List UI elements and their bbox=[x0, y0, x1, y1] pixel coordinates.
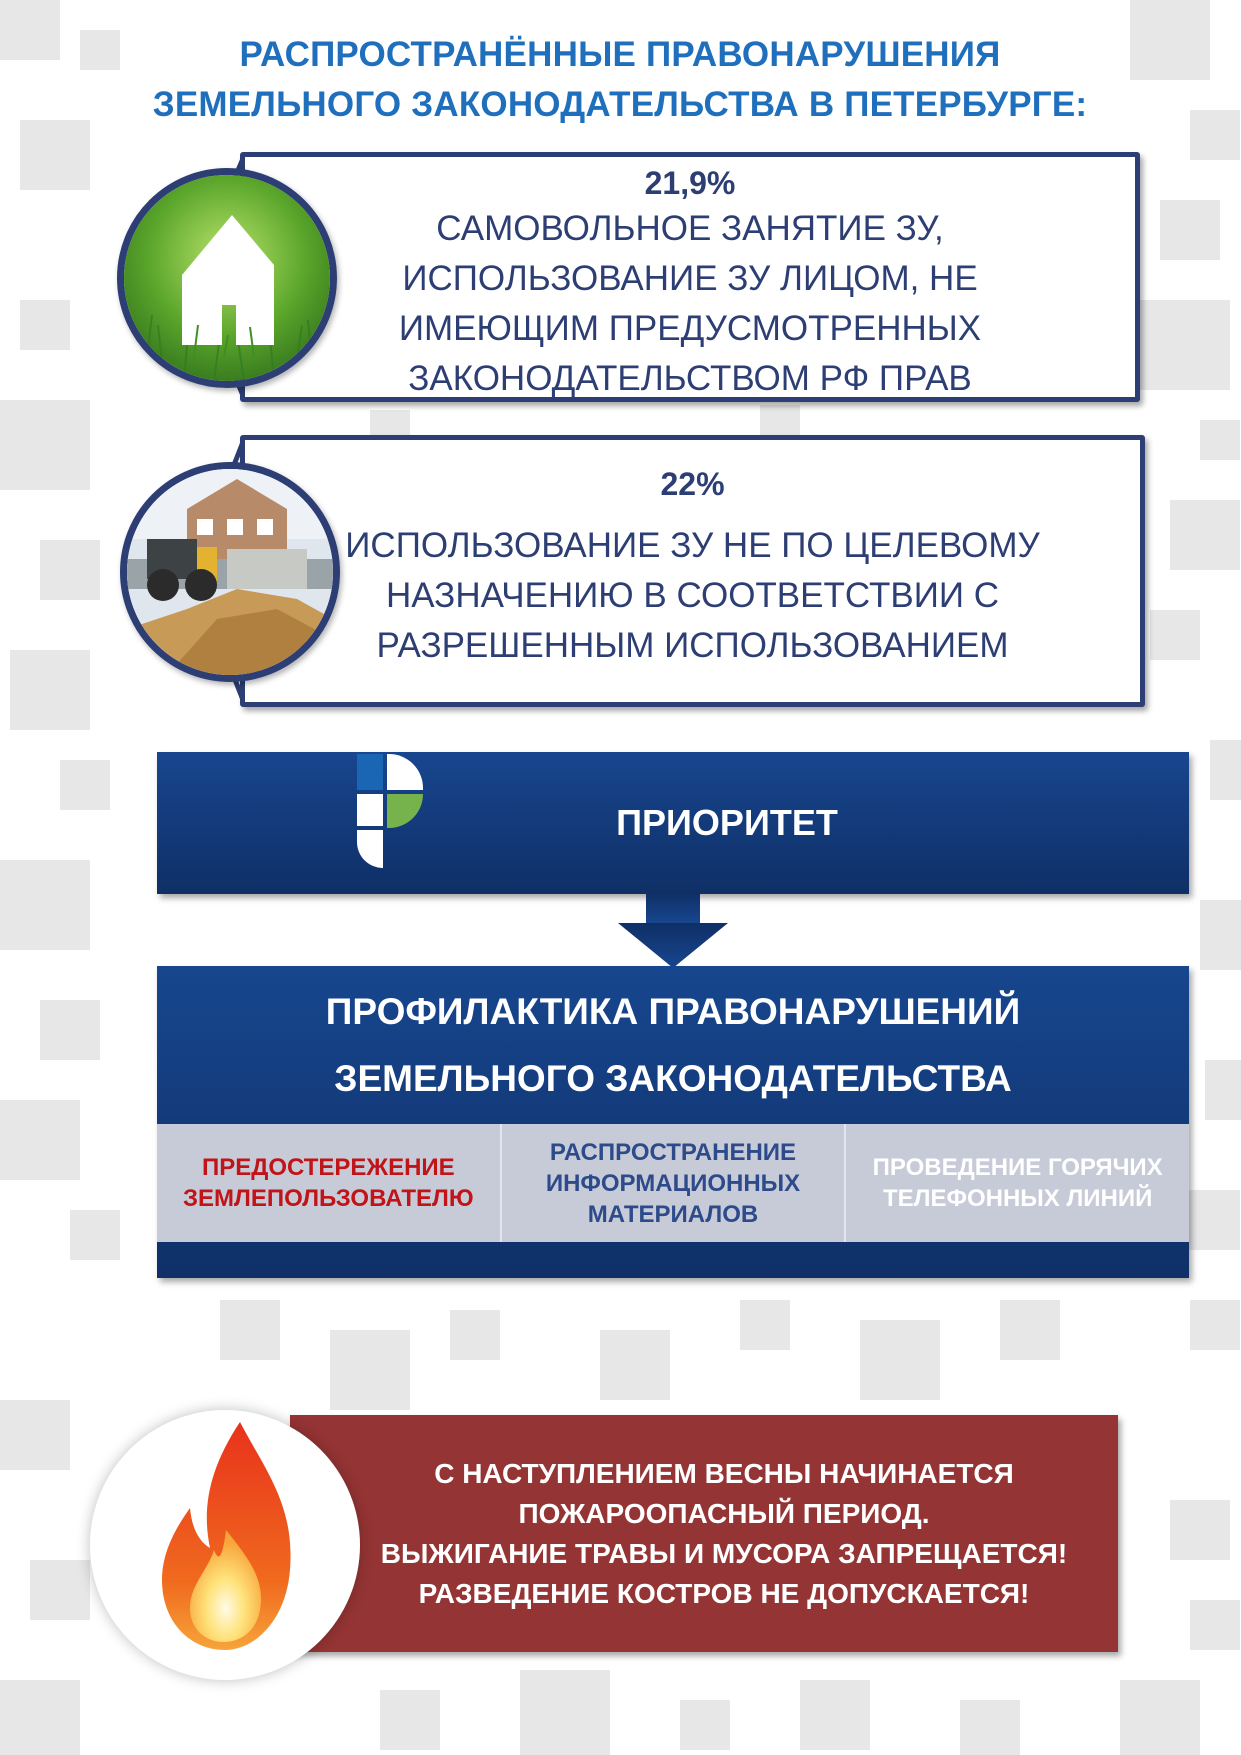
violation-percent-1: 21,9% bbox=[644, 165, 736, 201]
violation-description-1 bbox=[245, 204, 1135, 404]
violation-1-line-1: САМОВОЛЬНОЕ ЗАНЯТИЕ ЗУ, bbox=[436, 209, 944, 248]
title-line-2: ЗЕМЕЛЬНОГО ЗАКОНОДАТЕЛЬСТВА В ПЕТЕРБУРГЕ: bbox=[152, 85, 1088, 124]
violation-1-line-2: ИСПОЛЬЗОВАНИЕ ЗУ ЛИЦОМ, НЕ bbox=[402, 259, 978, 298]
fire-warning-line-3: ВЫЖИГАНИЕ ТРАВЫ И МУСОРА ЗАПРЕЩАЕТСЯ! bbox=[380, 1537, 1068, 1569]
violation-2-line-1: ИСПОЛЬЗОВАНИЕ ЗУ НЕ ПО ЦЕЛЕВОМУ bbox=[345, 526, 1040, 565]
prevention-title-line-1: ПРОФИЛАКТИКА ПРАВОНАРУШЕНИЙ bbox=[325, 991, 1021, 1032]
fire-warning-text bbox=[381, 1454, 1067, 1614]
grass-house-image bbox=[117, 168, 337, 388]
violation-description-2 bbox=[245, 521, 1140, 671]
fire-warning-line-4: РАЗВЕДЕНИЕ КОСТРОВ НЕ ДОПУСКАЕТСЯ! bbox=[418, 1577, 1030, 1609]
grass-house-icon bbox=[124, 175, 330, 381]
violation-percent-2: 22% bbox=[660, 466, 725, 502]
measure-warning bbox=[157, 1124, 500, 1242]
violation-1-line-4: ЗАКОНОДАТЕЛЬСТВОМ РФ ПРАВ bbox=[408, 359, 972, 398]
measure-information-line-3: МАТЕРИАЛОВ bbox=[587, 1200, 759, 1228]
flame-icon bbox=[90, 1410, 360, 1680]
construction-site-image bbox=[120, 462, 340, 682]
prevention-title-line-2: ЗЕМЕЛЬНОГО ЗАКОНОДАТЕЛЬСТВА bbox=[334, 1058, 1012, 1099]
fire-warning-line-2: ПОЖАРООПАСНЫЙ ПЕРИОД. bbox=[518, 1497, 930, 1529]
priority-label: ПРИОРИТЕТ bbox=[616, 802, 838, 843]
title-line-1: РАСПРОСТРАНЁННЫЕ ПРАВОНАРУШЕНИЯ bbox=[239, 35, 1001, 74]
violation-card-1 bbox=[240, 152, 1140, 402]
down-arrow-icon bbox=[618, 893, 728, 968]
fire-warning-panel bbox=[290, 1415, 1118, 1652]
excavator-icon bbox=[127, 469, 333, 675]
violation-1-line-3: ИМЕЮЩИМ ПРЕДУСМОТРЕННЫХ bbox=[398, 309, 982, 348]
prevention-measures-row bbox=[157, 1124, 1189, 1242]
measure-hotlines-line-1: ПРОВЕДЕНИЕ ГОРЯЧИХ bbox=[872, 1154, 1163, 1181]
priority-banner bbox=[157, 752, 1189, 894]
measure-information-line-2: ИНФОРМАЦИОННЫХ bbox=[545, 1169, 801, 1197]
prevention-block bbox=[157, 966, 1189, 1278]
measure-hotlines bbox=[844, 1124, 1189, 1242]
rosreestr-logo-icon bbox=[345, 752, 425, 870]
page-title bbox=[120, 30, 1120, 130]
violation-2-line-2: НАЗНАЧЕНИЮ В СООТВЕТСТВИИ С bbox=[385, 576, 1000, 615]
violation-card-2 bbox=[240, 435, 1145, 707]
prevention-title bbox=[157, 978, 1189, 1112]
violation-2-line-3: РАЗРЕШЕННЫМ ИСПОЛЬЗОВАНИЕМ bbox=[376, 626, 1009, 665]
measure-information bbox=[500, 1124, 845, 1242]
measure-information-line-1: РАСПРОСТРАНЕНИЕ bbox=[549, 1138, 797, 1166]
fire-warning-line-1: С НАСТУПЛЕНИЕМ ВЕСНЫ НАЧИНАЕТСЯ bbox=[434, 1457, 1014, 1489]
measure-warning-line-2: ЗЕМЛЕПОЛЬЗОВАТЕЛЮ bbox=[183, 1185, 474, 1212]
measure-warning-line-1: ПРЕДОСТЕРЕЖЕНИЕ bbox=[201, 1154, 455, 1181]
fire-image bbox=[90, 1410, 360, 1680]
measure-hotlines-line-2: ТЕЛЕФОННЫХ ЛИНИЙ bbox=[882, 1185, 1153, 1212]
